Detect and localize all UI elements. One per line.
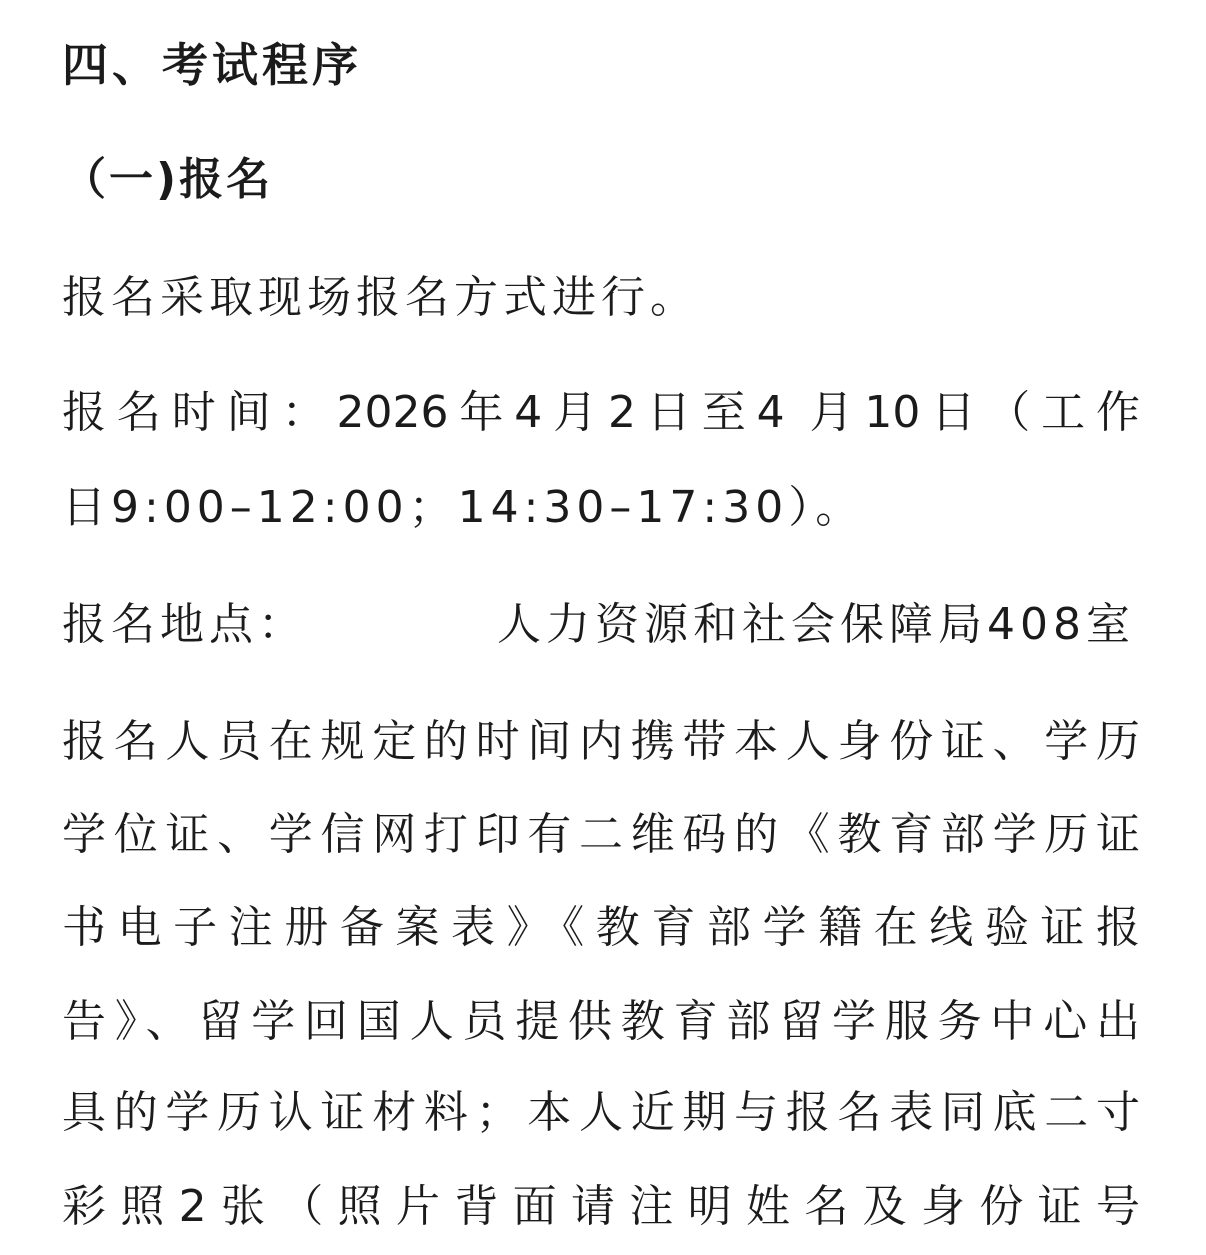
materials-line-1: 报名人员在规定的时间内携带本人身份证、学历: [62, 716, 1140, 767]
materials-line-4: 告》、留学回国人员提供教育部留学服务中心出: [62, 996, 1140, 1047]
registration-location-value: 人力资源和社会保障局408室: [497, 599, 1135, 650]
materials-line-6: 彩照2张（照片背面请注明姓名及身份证号: [62, 1181, 1140, 1232]
redacted-area: [307, 605, 497, 649]
subsection-title: （一)报名: [62, 154, 274, 205]
registration-location-label: 报名地点：: [62, 599, 307, 650]
materials-line-2: 学位证、学信网打印有二维码的《教育部学历证: [62, 809, 1140, 860]
registration-time-line-2: 日9:00–12:00；14:30–17:30）。: [62, 482, 865, 533]
materials-line-3: 书电子注册备案表》《教育部学籍在线验证报: [62, 902, 1140, 953]
registration-method-text: 报名采取现场报名方式进行。: [62, 272, 699, 323]
materials-line-5: 具的学历认证材料；本人近期与报名表同底二寸: [62, 1087, 1140, 1138]
registration-time-line-1: 报名时间：2026年4月2日至4 月10日（工作: [62, 387, 1140, 438]
registration-location-line: [62, 595, 1152, 655]
section-title: 四、考试程序: [62, 38, 362, 92]
